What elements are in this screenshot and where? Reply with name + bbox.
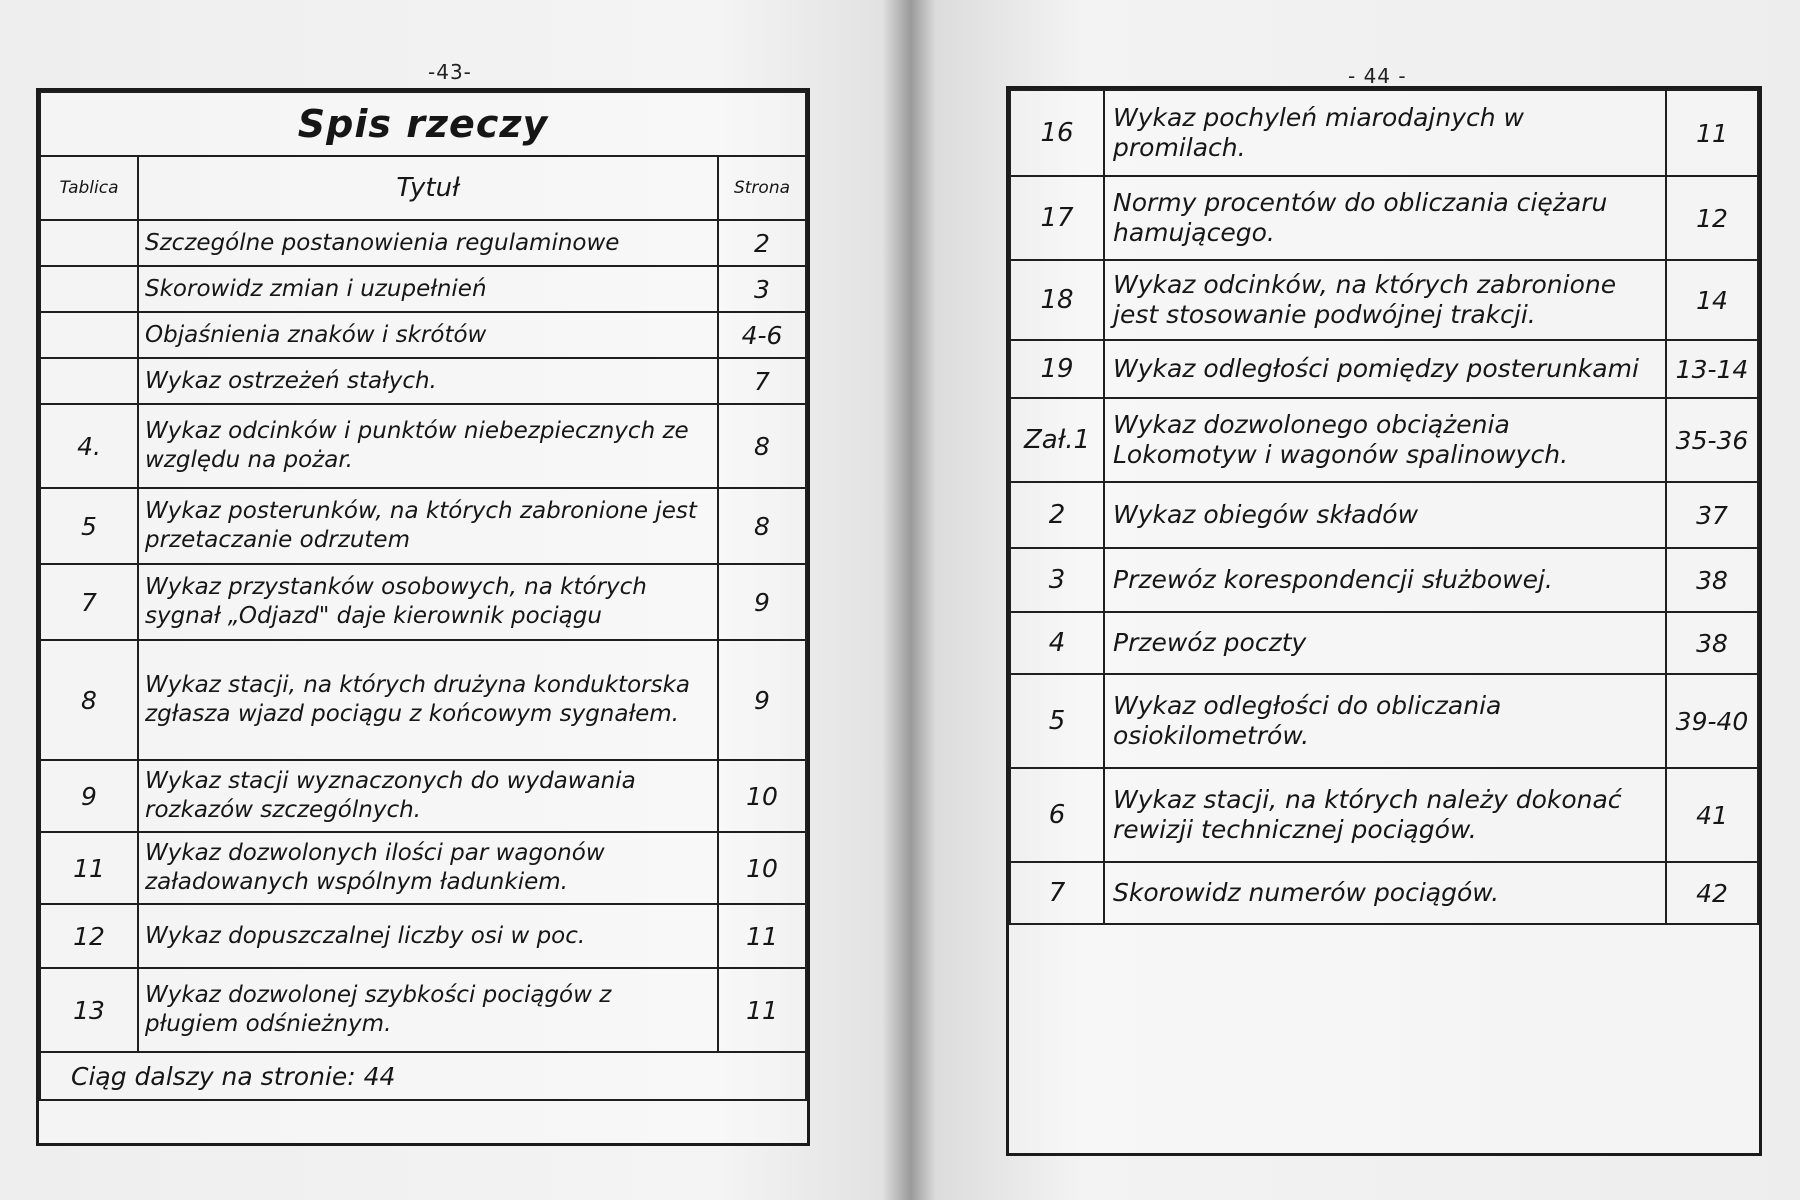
toc-row-number: 7 (40, 564, 138, 640)
right-toc-rows (1010, 90, 1758, 924)
toc-row-number: 3 (1010, 548, 1104, 612)
toc-row-page: 11 (718, 904, 806, 968)
continuation-note: Ciąg dalszy na stronie: 44 (40, 1052, 806, 1100)
toc-row (1010, 340, 1758, 398)
toc-row-title: Wykaz pochyleń miarodajnych w promilach. (1104, 90, 1666, 176)
toc-row-title: Wykaz dozwolonych ilości par wagonów załadowanych wspólnym ładunkiem. (138, 832, 718, 904)
right-page (910, 0, 1800, 1200)
toc-row-title: Przewóz poczty (1104, 612, 1666, 674)
toc-row (40, 358, 806, 404)
toc-row-page: 39-40 (1666, 674, 1758, 768)
toc-row-title: Objaśnienia znaków i skrótów (138, 312, 718, 358)
toc-row-title: Wykaz odległości pomiędzy posterunkami (1104, 340, 1666, 398)
left-toc-frame (36, 88, 810, 1146)
left-page-number: -43- (428, 60, 472, 84)
toc-footer-row (40, 1052, 806, 1100)
toc-row-page: 8 (718, 404, 806, 488)
toc-row-number (40, 312, 138, 358)
toc-row (1010, 90, 1758, 176)
toc-row (1010, 548, 1758, 612)
toc-row-title: Wykaz stacji, na których drużyna konduktorska zgłasza wjazd pociągu z końcowym sygnałem. (138, 640, 718, 760)
toc-row-title: Skorowidz zmian i uzupełnień (138, 266, 718, 312)
toc-row (40, 760, 806, 832)
toc-row-page: 38 (1666, 548, 1758, 612)
toc-row-number: 6 (1010, 768, 1104, 862)
toc-row (1010, 482, 1758, 548)
toc-row-number: 19 (1010, 340, 1104, 398)
toc-title: Spis rzeczy (40, 92, 806, 156)
toc-row-title: Skorowidz numerów pociągów. (1104, 862, 1666, 924)
toc-row-number: 2 (1010, 482, 1104, 548)
toc-row-number: 8 (40, 640, 138, 760)
toc-row-page: 2 (718, 220, 806, 266)
toc-row-page: 38 (1666, 612, 1758, 674)
toc-row-title: Wykaz posterunków, na których zabronione jest przetaczanie odrzutem (138, 488, 718, 564)
toc-row-number: Zał.1 (1010, 398, 1104, 482)
toc-row-number: 9 (40, 760, 138, 832)
toc-row (40, 220, 806, 266)
toc-row-title: Wykaz odległości do obliczania osiokilometrów. (1104, 674, 1666, 768)
toc-row-page: 12 (1666, 176, 1758, 260)
left-toc-table (39, 91, 807, 1101)
toc-row-page: 4-6 (718, 312, 806, 358)
toc-row-page: 10 (718, 832, 806, 904)
toc-row (40, 564, 806, 640)
toc-row-page: 11 (1666, 90, 1758, 176)
toc-row-title: Wykaz ostrzeżeń stałych. (138, 358, 718, 404)
toc-row-page: 41 (1666, 768, 1758, 862)
header-page: Strona (718, 156, 806, 220)
toc-title-row (40, 92, 806, 156)
toc-row (1010, 768, 1758, 862)
right-toc-frame (1006, 86, 1762, 1156)
toc-row-number (40, 358, 138, 404)
toc-row (40, 968, 806, 1052)
toc-row-page: 10 (718, 760, 806, 832)
toc-row-page: 13-14 (1666, 340, 1758, 398)
toc-row (1010, 674, 1758, 768)
toc-row-number: 4. (40, 404, 138, 488)
toc-row-number: 17 (1010, 176, 1104, 260)
left-toc-rows (40, 220, 806, 1052)
toc-row-title: Przewóz korespondencji służbowej. (1104, 548, 1666, 612)
toc-row-page: 7 (718, 358, 806, 404)
toc-row-title: Wykaz dozwolonego obciążenia Lokomotyw i wagonów spalinowych. (1104, 398, 1666, 482)
toc-row-number: 12 (40, 904, 138, 968)
toc-row-page: 3 (718, 266, 806, 312)
toc-row-page: 35-36 (1666, 398, 1758, 482)
right-page-number: - 44 - (1348, 64, 1407, 88)
toc-row (40, 904, 806, 968)
toc-row (1010, 260, 1758, 340)
toc-row-title: Wykaz obiegów składów (1104, 482, 1666, 548)
toc-row-page: 14 (1666, 260, 1758, 340)
toc-row (40, 832, 806, 904)
toc-row (1010, 176, 1758, 260)
toc-row (40, 488, 806, 564)
toc-header-row (40, 156, 806, 220)
toc-row-number (40, 220, 138, 266)
toc-row-number: 5 (40, 488, 138, 564)
header-table-number: Tablica (40, 156, 138, 220)
toc-row (1010, 398, 1758, 482)
right-toc-table (1009, 89, 1759, 925)
toc-row-page: 11 (718, 968, 806, 1052)
toc-row (1010, 612, 1758, 674)
toc-row-title: Wykaz dopuszczalnej liczby osi w poc. (138, 904, 718, 968)
toc-row (1010, 862, 1758, 924)
toc-row-page: 9 (718, 640, 806, 760)
toc-row-title: Wykaz odcinków i punktów niebezpiecznych ze względu na pożar. (138, 404, 718, 488)
toc-row (40, 312, 806, 358)
toc-row (40, 404, 806, 488)
toc-row-title: Wykaz przystanków osobowych, na których sygnał „Odjazd" daje kierownik pociągu (138, 564, 718, 640)
toc-row-number: 5 (1010, 674, 1104, 768)
toc-row-number: 16 (1010, 90, 1104, 176)
toc-row-title: Szczególne postanowienia regulaminowe (138, 220, 718, 266)
toc-row-number: 11 (40, 832, 138, 904)
toc-row-page: 42 (1666, 862, 1758, 924)
toc-row-number: 4 (1010, 612, 1104, 674)
toc-row-title: Wykaz stacji wyznaczonych do wydawania rozkazów szczególnych. (138, 760, 718, 832)
toc-row-title: Normy procentów do obliczania ciężaru hamującego. (1104, 176, 1666, 260)
toc-row-number (40, 266, 138, 312)
toc-row (40, 266, 806, 312)
toc-row-page: 9 (718, 564, 806, 640)
toc-row (40, 640, 806, 760)
toc-row-page: 8 (718, 488, 806, 564)
toc-row-number: 13 (40, 968, 138, 1052)
toc-row-title: Wykaz dozwolonej szybkości pociągów z pługiem odśnieżnym. (138, 968, 718, 1052)
header-title: Tytuł (138, 156, 718, 220)
toc-row-title: Wykaz odcinków, na których zabronione jest stosowanie podwójnej trakcji. (1104, 260, 1666, 340)
toc-row-title: Wykaz stacji, na których należy dokonać rewizji technicznej pociągów. (1104, 768, 1666, 862)
toc-row-number: 7 (1010, 862, 1104, 924)
toc-row-page: 37 (1666, 482, 1758, 548)
toc-row-number: 18 (1010, 260, 1104, 340)
